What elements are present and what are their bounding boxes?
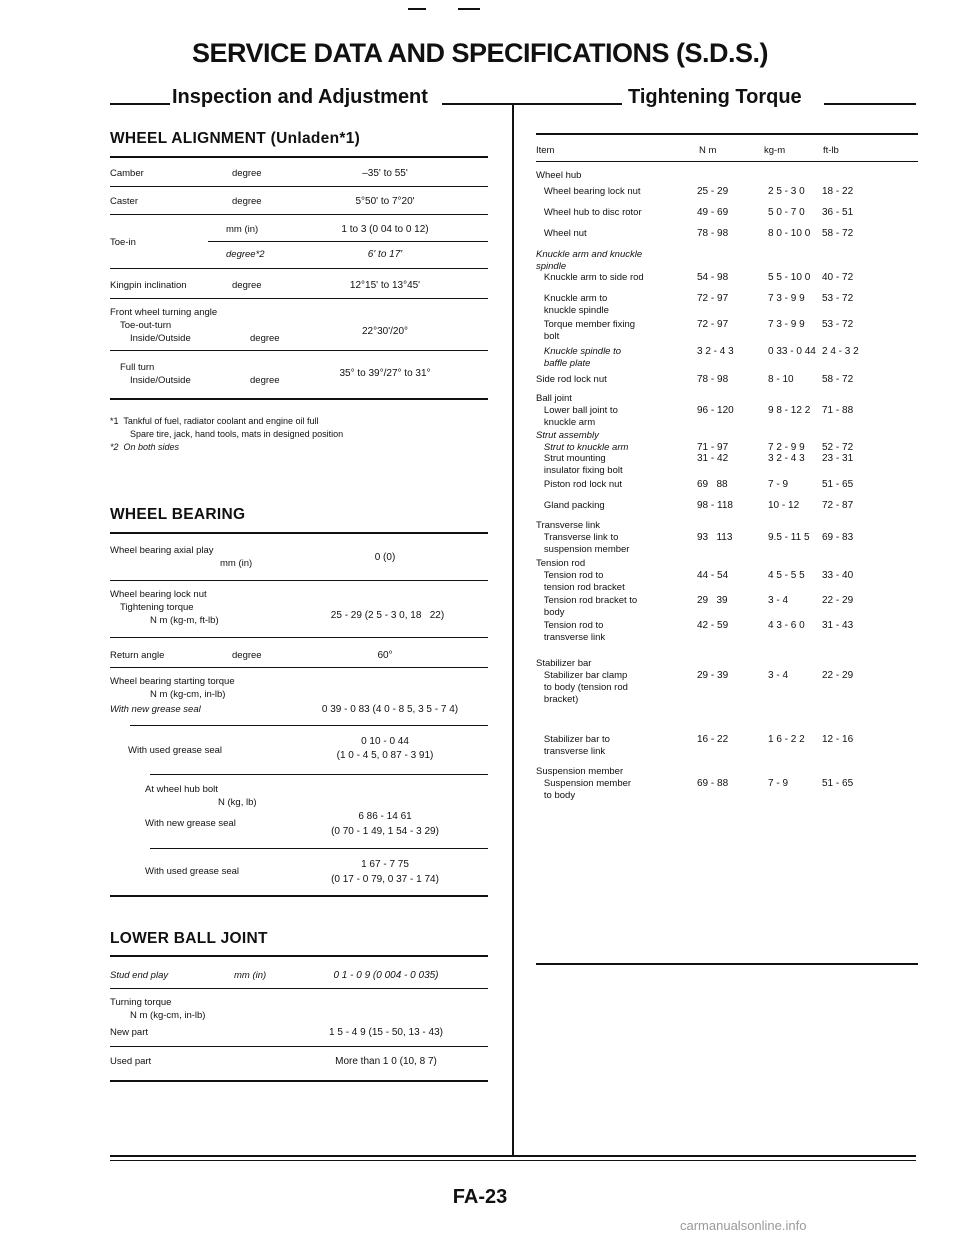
cell-kgm: 7 2 - 9 9: [768, 442, 805, 453]
starting-torque-unit: N m (kg-cm, in-lb): [150, 689, 226, 700]
caster-unit: degree: [232, 196, 262, 207]
camber-label: Camber: [110, 168, 144, 179]
cell-kgm: 0 33 - 0 44: [768, 346, 816, 357]
toe-out-turn-label: Toe-out-turn: [120, 320, 172, 331]
used-part-label: Used part: [110, 1056, 152, 1067]
cell-nm: 3 2 - 4 3: [697, 346, 734, 357]
cell-nm: 29 39: [697, 595, 728, 606]
hub-used-seal-label: With used grease seal: [145, 866, 239, 877]
caster-label: Caster: [110, 196, 138, 207]
hub-used-seal-value-1: 1 67 - 7 75: [361, 859, 409, 870]
front-turn-sub: Inside/Outside: [130, 333, 191, 344]
return-angle-label: Return angle: [110, 650, 165, 661]
heading-rule: [824, 103, 916, 105]
cell-item: Ball joint Lower ball joint to knuckle arm: [536, 393, 618, 428]
return-angle-value: 60°: [377, 650, 393, 661]
cell-kgm: 5 5 - 10 0: [768, 272, 811, 283]
used-part-value: More than 1 0 (10, 8 7): [335, 1056, 437, 1067]
cell-nm: 72 - 97: [697, 319, 729, 330]
cell-item: Knuckle arm to knuckle spindle: [543, 293, 609, 316]
cell-nm: 69 - 88: [697, 778, 729, 789]
cell-ftlb: 22 - 29: [822, 595, 854, 606]
top-mark: [408, 8, 426, 10]
cell-item: Piston rod lock nut: [536, 479, 623, 490]
column-header-kgm: kg-m: [764, 145, 786, 156]
hub-bolt-unit: N (kg, lb): [218, 797, 257, 808]
cell-kgm: 1 6 - 2 2: [768, 734, 805, 745]
cell-kgm: 9.5 - 11 5: [768, 532, 810, 543]
stud-end-play-unit: mm (in): [234, 970, 267, 981]
cell-ftlb: 12 - 16: [822, 734, 854, 745]
hub-new-seal-label: With new grease seal: [145, 818, 236, 829]
kingpin-label: Kingpin inclination: [110, 280, 187, 291]
section-inspection-heading: Inspection and Adjustment: [172, 86, 428, 108]
axial-play-label: Wheel bearing axial play: [110, 545, 214, 556]
cell-ftlb: 53 - 72: [822, 319, 854, 330]
cell-nm: 71 - 97: [697, 442, 729, 453]
cell-nm: 42 - 59: [697, 620, 729, 631]
cell-kgm: 7 - 9: [768, 479, 789, 490]
cell-ftlb: 58 - 72: [822, 374, 854, 385]
camber-unit: degree: [232, 168, 262, 179]
new-part-label: New part: [110, 1027, 149, 1038]
cell-item: Knuckle spindle to baffle plate: [543, 346, 622, 369]
column-header-item: Item: [536, 145, 555, 156]
full-turn-unit: degree: [250, 375, 280, 386]
cell-kgm: 7 3 - 9 9: [768, 319, 805, 330]
new-part-value: 1 5 - 4 9 (15 - 50, 13 - 43): [329, 1027, 443, 1038]
cell-ftlb: 51 - 65: [822, 479, 854, 490]
lower-ball-joint-heading: LOWER BALL JOINT: [110, 930, 268, 947]
full-turn-value: 35° to 39°/27° to 31°: [339, 368, 431, 379]
cell-item: Side rod lock nut: [536, 374, 607, 385]
cell-nm: 72 - 97: [697, 293, 729, 304]
cell-kgm: 3 - 4: [768, 670, 789, 681]
section-torque-heading: Tightening Torque: [628, 86, 802, 108]
cell-item: Suspension member Suspension member to body: [536, 766, 632, 801]
cell-ftlb: 72 - 87: [822, 500, 854, 511]
hub-new-seal-value-2: (0 70 - 1 49, 1 54 - 3 29): [331, 826, 439, 837]
kingpin-unit: degree: [232, 280, 262, 291]
full-turn-label: Full turn: [120, 362, 155, 373]
front-turn-label: Front wheel turning angle: [110, 307, 218, 318]
cell-ftlb: 58 - 72: [822, 228, 854, 239]
cell-kgm: 8 0 - 10 0: [768, 228, 811, 239]
cell-ftlb: 2 4 - 3 2: [822, 346, 859, 357]
cell-item: Tension rod bracket to body: [543, 595, 638, 618]
toe-in-value-mm: 1 to 3 (0 04 to 0 12): [341, 224, 429, 235]
stud-end-play-value: 0 1 - 0 9 (0 004 - 0 035): [333, 970, 439, 981]
cell-kgm: 4 3 - 6 0: [768, 620, 805, 631]
column-header-ftlb: ft-lb: [823, 145, 839, 156]
cell-ftlb: 36 - 51: [822, 207, 854, 218]
cell-kgm: 2 5 - 3 0: [768, 186, 805, 197]
cell-nm: 29 - 39: [697, 670, 729, 681]
bottom-rule: [110, 1160, 916, 1161]
cell-item: Torque member fixing bolt: [543, 319, 636, 342]
cell-item: Strut mounting insulator fixing bolt: [543, 453, 623, 476]
cell-kgm: 10 - 12: [768, 500, 800, 511]
cell-ftlb: 31 - 43: [822, 620, 854, 631]
cell-nm: 16 - 22: [697, 734, 729, 745]
stud-end-play-label: Stud end play: [110, 970, 169, 981]
cell-item: Wheel nut: [536, 228, 587, 239]
cell-nm: 98 - 118: [697, 500, 733, 511]
cell-ftlb: 51 - 65: [822, 778, 854, 789]
cell-item: Stabilizer bar to transverse link: [543, 734, 610, 757]
note-1: *1 Tankful of fuel, radiator coolant and engine oil full: [110, 416, 319, 426]
turning-torque-label: Turning torque: [110, 997, 172, 1008]
kingpin-value: 12°15' to 13°45': [349, 280, 421, 291]
cell-ftlb: 18 - 22: [822, 186, 854, 197]
lock-nut-unit: N m (kg-m, ft-lb): [150, 615, 219, 626]
caster-value: 5°50' to 7°20': [355, 196, 415, 207]
bottom-rule: [110, 1155, 916, 1157]
cell-kgm: 4 5 - 5 5: [768, 570, 805, 581]
column-header-nm: N m: [699, 145, 717, 156]
cell-nm: 54 - 98: [697, 272, 729, 283]
hub-new-seal-value-1: 6 86 - 14 61: [358, 811, 412, 822]
cell-item: Wheel hub to disc rotor: [536, 207, 642, 218]
hub-used-seal-value-2: (0 17 - 0 79, 0 37 - 1 74): [331, 874, 439, 885]
cell-nm: 93 113: [697, 532, 733, 543]
axial-play-value: 0 (0): [374, 552, 396, 563]
lock-nut-sub: Tightening torque: [120, 602, 194, 613]
cell-nm: 69 88: [697, 479, 728, 490]
starting-torque-label: Wheel bearing starting torque: [110, 676, 235, 687]
new-seal-value: 0 39 - 0 83 (4 0 - 8 5, 3 5 - 7 4): [321, 704, 459, 715]
cell-ftlb: 40 - 72: [822, 272, 854, 283]
toe-in-value-degree: 6' to 17': [367, 249, 403, 260]
used-seal-value-1: 0 10 - 0 44: [361, 736, 409, 747]
footer-watermark: carmanualsonline.info: [680, 1218, 807, 1233]
cell-item: Tension rod Tension rod to tension rod bracket: [536, 558, 625, 593]
toe-in-unit-degree: degree*2: [226, 249, 265, 260]
cell-ftlb: 22 - 29: [822, 670, 854, 681]
heading-rule: [442, 103, 622, 105]
cell-nm: 31 - 42: [697, 453, 729, 464]
front-turn-value: 22°30'/20°: [361, 326, 409, 337]
cell-item: Wheel bearing lock nut: [536, 186, 641, 197]
wheel-alignment-heading: WHEEL ALIGNMENT (Unladen*1): [110, 130, 361, 147]
cell-kgm: 3 - 4: [768, 595, 789, 606]
cell-item: Stabilizer bar Stabilizer bar clamp to body (tension rod bracket): [536, 658, 628, 705]
toe-in-unit-mm: mm (in): [226, 224, 259, 235]
note-2: *2 On both sides: [110, 442, 180, 452]
cell-ftlb: 53 - 72: [822, 293, 854, 304]
top-mark: [458, 8, 480, 10]
cell-item: Tension rod to transverse link: [543, 620, 606, 643]
cell-ftlb: 71 - 88: [822, 405, 854, 416]
cell-ftlb: 33 - 40: [822, 570, 854, 581]
cell-nm: 49 - 69: [697, 207, 729, 218]
cell-ftlb: 52 - 72: [822, 442, 854, 453]
lock-nut-value: 25 - 29 (2 5 - 3 0, 18 22): [330, 610, 445, 621]
cell-item: Strut assembly Strut to knuckle arm: [536, 430, 629, 453]
cell-kgm: 5 0 - 7 0: [768, 207, 805, 218]
column-divider: [512, 103, 514, 1155]
cell-kgm: 7 - 9: [768, 778, 789, 789]
cell-item: Knuckle arm to side rod: [536, 272, 644, 283]
cell-kgm: 7 3 - 9 9: [768, 293, 805, 304]
full-turn-sub: Inside/Outside: [130, 375, 191, 386]
camber-value: –35' to 55': [362, 168, 408, 179]
used-seal-label: With used grease seal: [128, 745, 222, 756]
lock-nut-label: Wheel bearing lock nut: [110, 589, 207, 600]
cell-nm: 78 - 98: [697, 374, 729, 385]
cell-nm: 96 - 120: [697, 405, 734, 416]
cell-nm: 44 - 54: [697, 570, 729, 581]
return-angle-unit: degree: [232, 650, 262, 661]
wheel-bearing-heading: WHEEL BEARING: [110, 506, 246, 523]
page-number: FA-23: [452, 1186, 508, 1208]
cell-nm: 78 - 98: [697, 228, 729, 239]
cell-ftlb: 69 - 83: [822, 532, 854, 543]
heading-rule: [110, 103, 170, 105]
hub-bolt-label: At wheel hub bolt: [145, 784, 218, 795]
cell-ftlb: 23 - 31: [822, 453, 854, 464]
cell-item: Knuckle arm and knuckle spindle: [536, 249, 643, 272]
toe-in-label: Toe-in: [110, 237, 136, 248]
cell-item: Transverse link Transverse link to suspension member: [536, 520, 630, 555]
cell-kgm: 9 8 - 12 2: [768, 405, 811, 416]
turning-torque-unit: N m (kg-cm, in-lb): [130, 1010, 206, 1021]
page-title: SERVICE DATA AND SPECIFICATIONS (S.D.S.): [191, 38, 769, 68]
axial-play-unit: mm (in): [220, 558, 253, 569]
cell-item: Gland packing: [536, 500, 605, 511]
used-seal-value-2: (1 0 - 4 5, 0 87 - 3 91): [336, 750, 434, 761]
cell-kgm: 8 - 10: [768, 374, 794, 385]
note-1b: Spare tire, jack, hand tools, mats in designed position: [130, 429, 344, 439]
cell-kgm: 3 2 - 4 3: [768, 453, 805, 464]
new-seal-label: With new grease seal: [110, 704, 201, 715]
front-turn-unit: degree: [250, 333, 280, 344]
cell-item: Wheel hub: [536, 170, 582, 181]
cell-nm: 25 - 29: [697, 186, 729, 197]
